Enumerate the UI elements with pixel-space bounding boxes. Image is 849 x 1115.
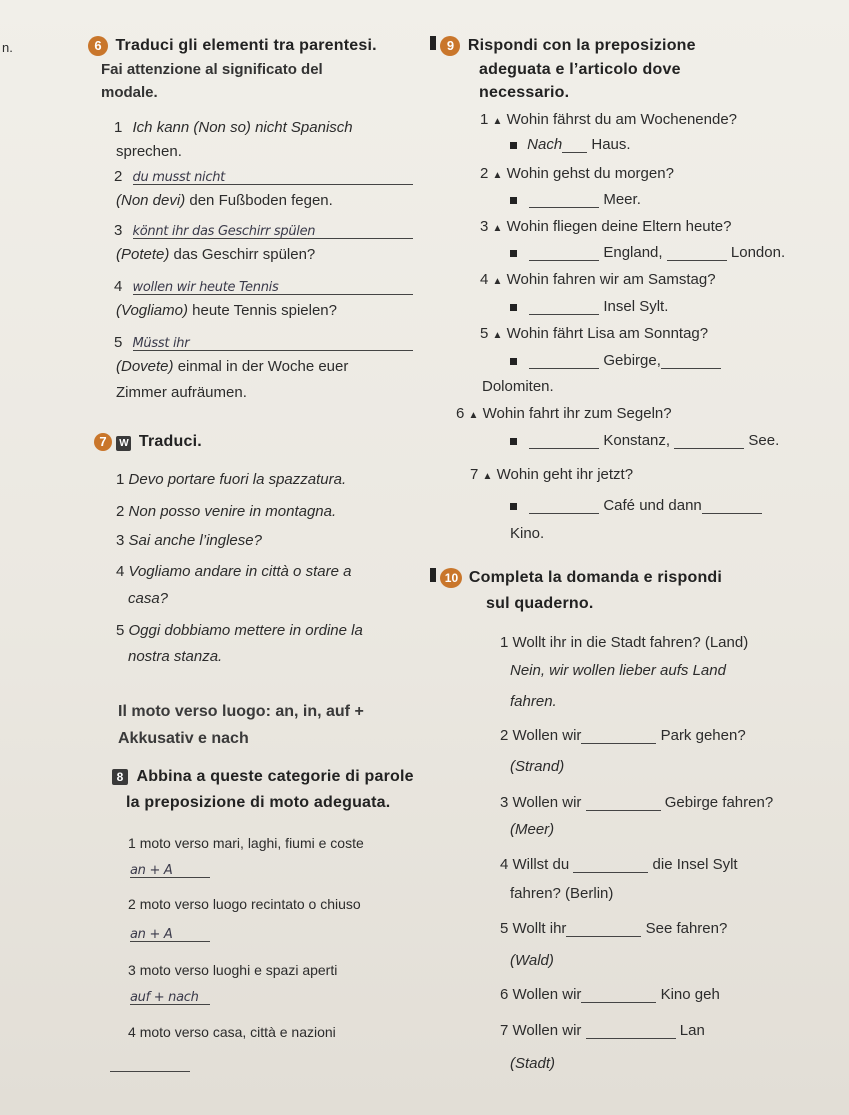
ex9-marker <box>430 36 436 50</box>
ex10-item-6: 6 Wollen wir Kino geh <box>500 986 720 1003</box>
ex8-answer-1[interactable]: an + A <box>130 863 210 878</box>
written-icon: W <box>116 436 131 451</box>
ex9-q2: 2 ▲ Wohin gehst du morgen? <box>480 165 674 182</box>
ex7-item-4-line2: casa? <box>128 590 169 607</box>
corner-mark: n. <box>2 40 13 55</box>
ex6-item-5-line3: Zimmer aufräumen. <box>116 384 247 401</box>
ex6-item-2: 2 du musst nicht <box>114 168 413 185</box>
ex9-blank-6a[interactable] <box>529 434 599 449</box>
ex9-q5: 5 ▲ Wohin fährt Lisa am Sonntag? <box>480 325 709 342</box>
ex8-answer-4[interactable] <box>110 1057 190 1072</box>
ex7-header <box>94 433 202 451</box>
ex10-item-1-answer: Nein, wir wollen lieber aufs Land <box>510 662 726 679</box>
ex6-item-1: 1 Ich kann (Non so) nicht Spanisch <box>114 119 353 136</box>
ex9-a4: Insel Sylt. <box>510 298 668 315</box>
ex10-item-3-hint: (Meer) <box>510 821 555 838</box>
ex9-blank-6b[interactable] <box>674 434 744 449</box>
ex10-item-5: 5 Wollt ihr See fahren? <box>500 920 728 937</box>
ex6-title: Traduci gli elementi tra parentesi. <box>115 37 377 54</box>
ex9-q3: 3 ▲ Wohin fliegen deine Eltern heute? <box>480 218 732 235</box>
ex7-title: Traduci. <box>138 433 202 450</box>
ex6-subtitle-2: modale. <box>101 84 158 101</box>
ex9-q6: 6 ▲ Wohin fahrt ihr zum Segeln? <box>456 405 672 422</box>
ex10-blank-4[interactable] <box>573 858 648 873</box>
ex9-blank-2[interactable] <box>529 193 599 208</box>
ex9-blank-7a[interactable] <box>529 499 599 514</box>
ex8-answer-2-wrap <box>130 924 210 942</box>
ex9-a6: Konstanz, See. <box>510 432 779 449</box>
ex10-item-5-hint: (Wald) <box>510 952 554 969</box>
ex10-item-7-hint: (Stadt) <box>510 1055 556 1072</box>
ex7-item-4: 4 Vogliamo andare in città o stare a <box>116 563 352 580</box>
ex6-item-3: 3 könnt ihr das Geschirr spülen <box>114 222 413 239</box>
ex10-title: Completa la domanda e rispondi <box>468 569 723 586</box>
ex9-blank-3b[interactable] <box>667 246 727 261</box>
ex10-blank-5[interactable] <box>566 922 641 937</box>
ex6-answer-3[interactable]: könnt ihr das Geschirr spülen <box>133 224 413 239</box>
ex10-blank-7[interactable] <box>586 1024 676 1039</box>
ex9-a1: Nach Haus. <box>510 136 631 153</box>
ex9-title: Rispondi con la preposizione <box>467 37 696 54</box>
ex9-title-2: adeguata e l’articolo dove <box>479 61 681 78</box>
ex6-item-2-text: (Non devi) den Fußboden fegen. <box>116 192 333 209</box>
ex7-item-5: 5 Oggi dobbiamo mettere in ordine la <box>116 622 363 639</box>
ex7-item-3: 3 Sai anche l’inglese? <box>116 532 262 549</box>
ex9-number-badge: 9 <box>440 36 460 56</box>
ex9-title-3: necessario. <box>479 84 570 101</box>
ex6-item-1-line2: sprechen. <box>116 143 182 160</box>
ex6-answer-4[interactable]: wollen wir heute Tennis <box>133 280 413 295</box>
ex7-item-2: 2 Non posso venire in montagna. <box>116 503 337 520</box>
ex8-item-1: 1 moto verso mari, laghi, fiumi e coste <box>128 835 364 851</box>
ex8-item-2: 2 moto verso luogo recintato o chiuso <box>128 896 361 912</box>
ex8-answer-2[interactable]: an + A <box>130 927 210 942</box>
ex8-title: Abbina a queste categorie di parole <box>136 768 414 785</box>
ex10-marker <box>430 568 436 582</box>
ex10-item-3: 3 Wollen wir Gebirge fahren? <box>500 794 774 811</box>
ex10-item-4-line2: fahren? (Berlin) <box>510 885 614 902</box>
ex9-header <box>430 36 696 56</box>
ex8-answer-1-wrap <box>130 860 210 878</box>
ex9-a5-line2: Dolomiten. <box>482 378 554 395</box>
ex9-blank-3a[interactable] <box>529 246 599 261</box>
ex9-q7: 7 ▲ Wohin geht ihr jetzt? <box>470 466 634 483</box>
ex7-number-badge: 7 <box>94 433 112 451</box>
ex6-item-4: 4 wollen wir heute Tennis <box>114 278 413 295</box>
ex9-a2: Meer. <box>510 191 641 208</box>
ex6-item-5-text: (Dovete) einmal in der Woche euer <box>116 358 349 375</box>
ex9-blank-5a[interactable] <box>529 354 599 369</box>
ex10-item-4: 4 Willst du die Insel Sylt <box>500 856 738 873</box>
ex8-header <box>112 768 414 786</box>
ex7-item-5-line2: nostra stanza. <box>128 648 223 665</box>
ex8-item-4: 4 moto verso casa, città e nazioni <box>128 1024 336 1040</box>
ex6-answer-2[interactable]: du musst nicht <box>133 170 413 185</box>
ex9-a3: England, London. <box>510 244 785 261</box>
ex9-q4: 4 ▲ Wohin fahren wir am Samstag? <box>480 271 716 288</box>
grammar-heading-2: Akkusativ e nach <box>118 730 249 747</box>
ex6-item-4-text: (Vogliamo) heute Tennis spielen? <box>116 302 337 319</box>
ex6-item-5: 5 Müsst ihr <box>114 334 413 351</box>
ex10-blank-6[interactable] <box>581 988 656 1003</box>
ex9-a5: Gebirge, <box>510 352 721 369</box>
ex10-item-1: 1 Wollt ihr in die Stadt fahren? (Land) <box>500 634 749 651</box>
ex8-title-2: la preposizione di moto adeguata. <box>126 794 391 811</box>
ex10-blank-2[interactable] <box>581 729 656 744</box>
ex9-a7: Café und dann <box>510 497 762 514</box>
ex8-item-3: 3 moto verso luoghi e spazi aperti <box>128 962 338 978</box>
ex10-item-7: 7 Wollen wir Lan <box>500 1022 705 1039</box>
grammar-heading: Il moto verso luogo: an, in, auf + <box>118 703 364 720</box>
ex9-a7-line2: Kino. <box>510 525 545 542</box>
ex6-header <box>88 36 377 56</box>
ex8-answer-4-wrap <box>110 1054 190 1072</box>
ex10-number-badge: 10 <box>440 568 462 588</box>
ex6-subtitle: Fai attenzione al significato del <box>101 61 323 78</box>
ex8-number-badge: 8 <box>112 769 128 785</box>
ex8-answer-3[interactable]: auf + nach <box>130 990 210 1005</box>
ex9-blank-5b[interactable] <box>661 354 721 369</box>
ex6-item-3-text: (Potete) das Geschirr spülen? <box>116 246 316 263</box>
ex9-blank-4[interactable] <box>529 300 599 315</box>
ex8-answer-3-wrap <box>130 987 210 1005</box>
ex9-q1: 1 ▲ Wohin fährst du am Wochenende? <box>480 111 738 128</box>
ex10-title-2: sul quaderno. <box>486 595 594 612</box>
ex10-blank-3[interactable] <box>586 796 661 811</box>
ex10-header <box>430 568 722 588</box>
ex9-blank-7b[interactable] <box>702 499 762 514</box>
ex7-item-1: 1 Devo portare fuori la spazzatura. <box>116 471 347 488</box>
ex10-item-2: 2 Wollen wir Park gehen? <box>500 727 746 744</box>
ex10-item-2-hint: (Strand) <box>510 758 565 775</box>
ex6-number-badge: 6 <box>88 36 108 56</box>
ex10-item-1-answer-2: fahren. <box>510 693 557 710</box>
ex6-answer-5[interactable]: Müsst ihr <box>133 336 413 351</box>
